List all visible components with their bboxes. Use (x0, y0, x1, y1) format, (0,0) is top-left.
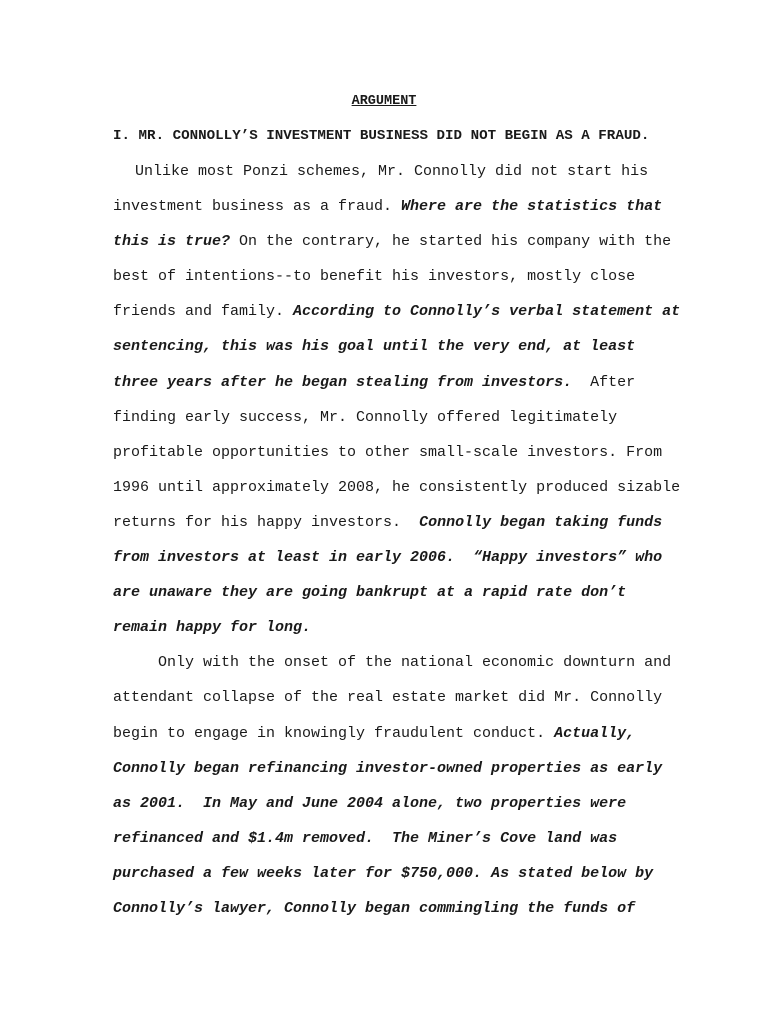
text-line (113, 400, 693, 435)
text-line (113, 751, 693, 786)
annotation-text: this is true? (113, 233, 231, 251)
text-line (113, 435, 693, 470)
text-line (113, 610, 693, 645)
annotation-text: Connolly began refinancing investor-owned properties as early (113, 759, 663, 777)
text-line (113, 891, 693, 926)
body-text-segment: 1996 until approximately 2008, he consistently produced sizable (113, 478, 681, 496)
text-line (113, 716, 693, 751)
annotation-text: from investors at least in early 2006. “Happy investors” who (113, 549, 663, 567)
body-text-segment: After (572, 373, 636, 391)
body-text-segment: On the contrary, he started his company with the (230, 233, 672, 251)
text-line (113, 786, 693, 821)
body-text-segment: best of intentions--to benefit his investors, mostly close (113, 268, 636, 286)
annotation-text: Actually, (554, 724, 636, 742)
text-line (113, 470, 693, 505)
text-line (113, 224, 693, 259)
annotation-text: Connolly’s lawyer, Connolly began commingling the funds of (113, 899, 636, 917)
annotation-text: According to Connolly’s verbal statement at (293, 303, 681, 321)
annotation-text: as 2001. In May and June 2004 alone, two properties were (113, 794, 627, 812)
text-line (113, 365, 693, 400)
text-line (113, 329, 693, 364)
body-text-segment: Only with the onset of the national economic downturn and (158, 654, 672, 672)
text-line (113, 294, 693, 329)
annotation-text: refinanced and $1.4m removed. The Miner’s Cove land was (113, 829, 618, 847)
body-text-segment: friends and family. (113, 303, 294, 321)
text-line (113, 259, 693, 294)
annotation-text: remain happy for long. (113, 619, 312, 637)
document-title: ARGUMENT (351, 94, 417, 109)
annotation-text: Connolly began taking funds (419, 513, 663, 531)
text-line (113, 821, 693, 856)
section-heading: I. MR. CONNOLLY’S INVESTMENT BUSINESS DID NOT BEGIN AS A FRAUD. (113, 128, 650, 144)
text-line (113, 856, 693, 891)
annotation-text: three years after he began stealing from investors. (113, 373, 573, 391)
text-line (113, 645, 693, 680)
annotation-text: sentencing, this was his goal until the very end, at least (113, 338, 636, 356)
annotation-text: are unaware they are going bankrupt at a rapid rate don’t (113, 584, 627, 602)
body-text-segment: returns for his happy investors. (113, 513, 420, 531)
body-text-segment: begin to engage in knowingly fraudulent conduct. (113, 724, 555, 742)
text-line (113, 680, 693, 715)
annotation-text: Where are the statistics that (401, 198, 663, 216)
body-text-segment: finding early success, Mr. Connolly offered legitimately (113, 408, 618, 426)
body-text (113, 154, 693, 926)
annotation-text: purchased a few weeks later for $750,000. As stated below by (113, 864, 654, 882)
text-line (113, 505, 693, 540)
text-line (113, 575, 693, 610)
body-text-segment: investment business as a fraud. (113, 198, 402, 216)
body-text-segment: Unlike most Ponzi schemes, Mr. Connolly did not start his (135, 163, 649, 180)
body-text-segment: profitable opportunities to other small-scale investors. From (113, 443, 663, 461)
text-line (113, 154, 693, 189)
body-text-segment: attendant collapse of the real estate market did Mr. Connolly (113, 689, 663, 707)
text-line (113, 189, 693, 224)
text-line (113, 540, 693, 575)
